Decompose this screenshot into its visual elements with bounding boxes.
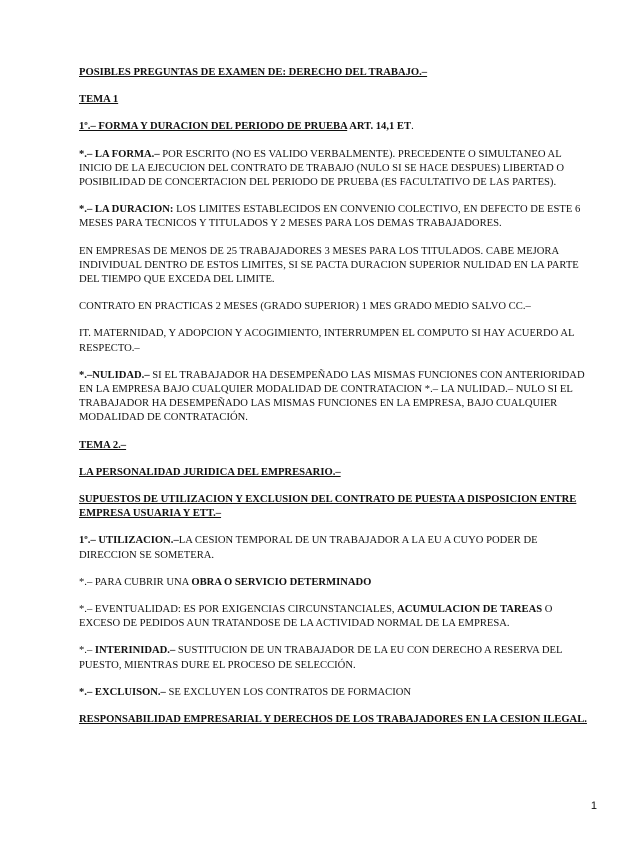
interinidad-paragraph bbox=[79, 644, 595, 672]
question-1 bbox=[79, 120, 595, 134]
obra-paragraph bbox=[79, 576, 595, 590]
question-1-heading: 1º.– FORMA Y DURACION DEL PERIODO DE PRUEBA bbox=[79, 121, 348, 133]
nulidad-label: *.–NULIDAD.– bbox=[79, 369, 150, 381]
question-1-reference: ART. 14,1 ET bbox=[347, 121, 412, 133]
obra-prefix: *.– PARA CUBRIR UNA bbox=[79, 576, 192, 588]
duracion-paragraph bbox=[79, 203, 595, 231]
supuestos-heading: SUPUESTOS DE UTILIZACION Y EXCLUSION DEL CONTRATO DE PUESTA A DISPOSICION ENTRE EMPRESA USUARIA Y ETT.– bbox=[79, 494, 577, 520]
document-title: POSIBLES PREGUNTAS DE EXAMEN DE: DERECHO DEL TRABAJO.– bbox=[79, 67, 428, 78]
exclusion-paragraph bbox=[79, 686, 595, 700]
exclusion-label: *.– EXCLUISON.– bbox=[79, 686, 166, 698]
forma-paragraph bbox=[79, 148, 595, 191]
personalidad-heading: LA PERSONALIDAD JURIDICA DEL EMPRESARIO.– bbox=[79, 466, 341, 478]
interinidad-suffix: SUSTITUCION DE UN TRABAJADOR DE LA EU CON DERECHO A RESERVA DEL PUESTO, MIENTRAS DURE EL PROCESO DE SELECCIÓN. bbox=[79, 645, 563, 671]
practicas-paragraph: CONTRATO EN PRACTICAS 2 MESES (GRADO SUPERIOR) 1 MES GRADO MEDIO SALVO CC.– bbox=[79, 301, 531, 313]
forma-label: *.– LA FORMA.– bbox=[79, 148, 160, 160]
interinidad-bold: INTERINIDAD.– bbox=[94, 645, 176, 657]
maternidad-paragraph: IT. MATERNIDAD, Y ADOPCION Y ACOGIMIENTO, INTERRUMPEN EL COMPUTO SI HAY ACUERDO AL RESPECTO.– bbox=[79, 328, 575, 354]
tema-1-heading: TEMA 1 bbox=[79, 94, 119, 106]
forma-text: POR ESCRITO (NO ES VALIDO VERBALMENTE). PRECEDENTE O SIMULTANEO AL INICIO DE LA EJECUCION DEL CONTRATO DE TRABAJO (NULO SI SE HACE DESPUES) LIBERTAD O POSIBILIDAD DE CONCERTACION DEL PERIODO DE PRUEBA (ES FACULTATIVO DE LAS PARTES). bbox=[79, 148, 565, 189]
utilizacion-text: LA CESION TEMPORAL DE UN TRABAJADOR A LA EU A CUYO PODER DE DIRECCION SE SOMETERA. bbox=[79, 535, 538, 561]
interinidad-prefix: *.– bbox=[79, 645, 95, 657]
obra-bold: OBRA O SERVICIO DETERMINADO bbox=[191, 576, 372, 588]
utilizacion-label: 1º.– UTILIZACION.– bbox=[79, 535, 179, 547]
eventualidad-suffix: O EXCESO DE PEDIDOS AUN TRATANDOSE DE LA ACTIVIDAD NORMAL DE LA EMPRESA. bbox=[79, 604, 553, 630]
nulidad-text: SI EL TRABAJADOR HA DESEMPEÑADO LAS MISMAS FUNCIONES CON ANTERIORIDAD EN LA EMPRESA BAJO CUALQUIER MODALIDAD DE CONTRATACION *.– LA NULIDAD.– NULO SI EL TRABAJADOR HA DESEMPEÑADO LAS MISMAS FUNCIONES EN LA EMPRESA, BAJO CUALQUIER MODALIDAD DE CONTRATACIÓN. bbox=[79, 369, 585, 424]
utilizacion-paragraph bbox=[79, 534, 595, 562]
nulidad-paragraph bbox=[79, 369, 595, 426]
duracion-text: LOS LIMITES ESTABLECIDOS EN CONVENIO COLECTIVO, EN DEFECTO DE ESTE 6 MESES PARA TECNICOS Y TITULADOS Y 2 MESES PARA LOS DEMAS TRABAJADORES. bbox=[79, 204, 581, 230]
exclusion-text: SE EXCLUYEN LOS CONTRATOS DE FORMACION bbox=[165, 686, 412, 698]
eventualidad-paragraph bbox=[79, 603, 595, 631]
eventualidad-bold: ACUMULACION DE TAREAS bbox=[397, 604, 543, 616]
question-1-tail: . bbox=[411, 121, 414, 133]
document-body bbox=[79, 66, 595, 740]
duracion-label: *.– LA DURACION: bbox=[79, 204, 174, 216]
page-number: 1 bbox=[590, 800, 597, 812]
tema-2-heading: TEMA 2.– bbox=[79, 439, 127, 451]
responsabilidad-heading: RESPONSABILIDAD EMPRESARIAL Y DERECHOS DE LOS TRABAJADORES EN LA CESION ILEGAL. bbox=[79, 714, 587, 726]
empresas-paragraph: EN EMPRESAS DE MENOS DE 25 TRABAJADORES 3 MESES PARA LOS TITULADOS. CABE MEJORA INDIVIDUAL DENTRO DE ESTOS LIMITES, SI SE PACTA DURACION SUPERIOR NULIDAD EN LA PARTE DEL TIEMPO QUE EXCEDA DEL LIMITE. bbox=[79, 245, 579, 286]
eventualidad-prefix: *.– EVENTUALIDAD: ES POR EXIGENCIAS CIRCUNSTANCIALES, bbox=[79, 604, 398, 616]
